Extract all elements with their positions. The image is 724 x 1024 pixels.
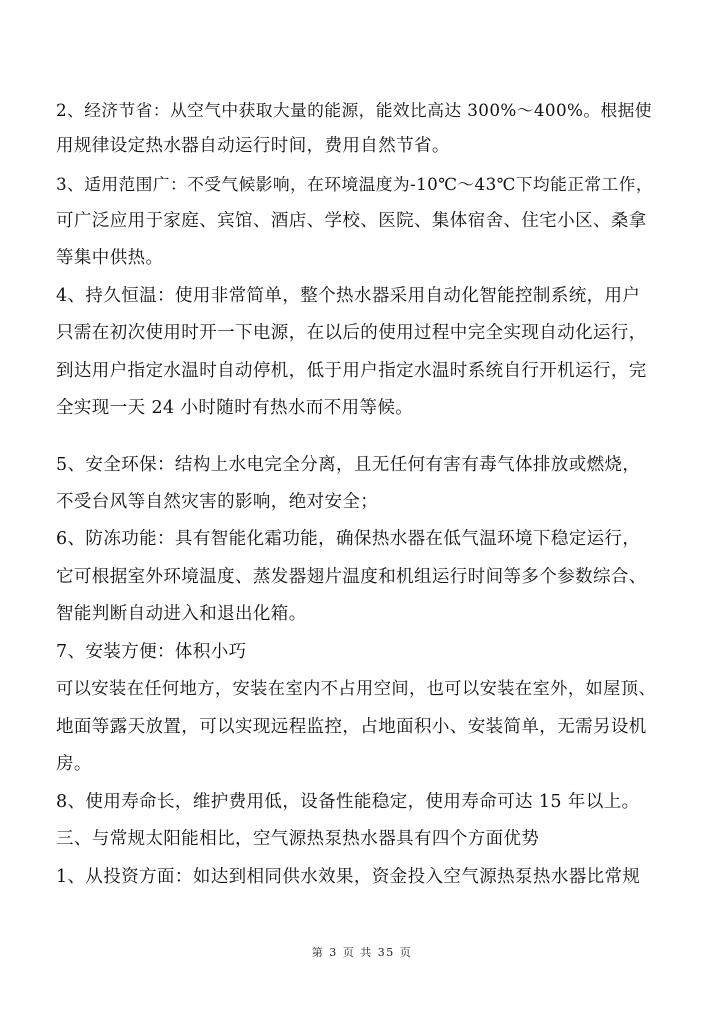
text-line: 7、安装方便：体积小巧 [56, 642, 247, 662]
text-line: 等集中供热。 [56, 248, 164, 268]
text-line: 1、从投资方面：如达到相同供水效果，资金投入空气源热泵热水器比常规 [56, 867, 641, 887]
text-line: 2、经济节省：从空气中获取大量的能源，能效比高达 300%～400%。根据使 [56, 100, 652, 120]
text-line: 4、持久恒温：使用非常简单，整个热水器采用自动化智能控制系统，用户 [56, 286, 641, 306]
text-line: 三、与常规太阳能相比，空气源热泵热水器具有四个方面优势 [56, 829, 540, 849]
text-line: 可以安装在任何地方，安装在室内不占用空间，也可以安装在室外，如屋顶、 [56, 679, 657, 699]
page-number: 第 3 页 共 35 页 [311, 946, 413, 959]
text-line: 到达用户指定水温时自动停机，低于用户指定水温时系统自行开机运行，完 [56, 361, 647, 381]
text-line: 用规律设定热水器自动运行时间，费用自然节省。 [56, 136, 450, 156]
text-line: 房。 [56, 754, 92, 774]
text-line: 只需在初次使用时开一下电源，在以后的使用过程中完全实现自动化运行， [56, 323, 647, 343]
text-line: 可广泛应用于家庭、宾馆、酒店、学校、医院、集体宿舍、住宅小区、桑拿 [56, 211, 647, 231]
text-line: 3、适用范围广：不受气候影响，在环境温度为-10℃～43℃下均能正常工作， [56, 174, 653, 194]
text-line: 智能判断自动进入和退出化箱。 [56, 604, 307, 624]
text-line: 地面等露天放置，可以实现远程监控，占地面积小、安装简单，无需另设机 [56, 717, 647, 737]
text-line: 它可根据室外环境温度、蒸发器翅片温度和机组运行时间等多个参数综合、 [56, 567, 647, 587]
text-line: 全实现一天 24 小时随时有热水而不用等候。 [56, 398, 414, 418]
text-line: 8、使用寿命长，维护费用低，设备性能稳定，使用寿命可达 15 年以上。 [56, 792, 640, 812]
text-line: 不受台风等自然灾害的影响，绝对安全； [56, 492, 379, 512]
text-line: 6、防冻功能：具有智能化霜功能，确保热水器在低气温环境下稳定运行， [56, 529, 641, 549]
text-line: 5、安全环保：结构上水电完全分离，且无任何有害有毒气体排放或燃烧， [56, 455, 641, 475]
